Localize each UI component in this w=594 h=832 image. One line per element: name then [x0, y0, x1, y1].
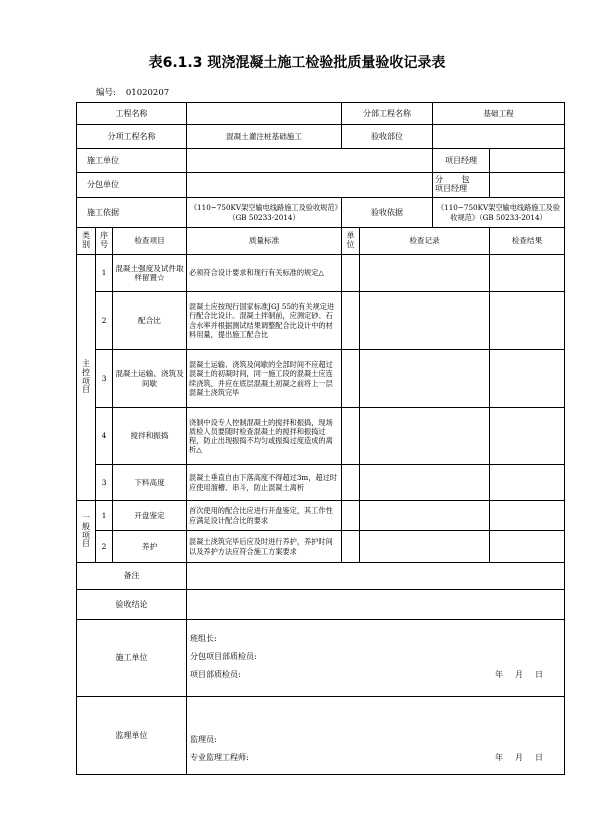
standard-cell: 混凝土运输、浇筑及间歇的全部时间不应超过混凝土的初凝时间，同一施工段的混凝土应连续浇筑，并应在底层混凝土初凝之前将上一层混凝土浇筑完毕: [187, 350, 342, 408]
item-cell: 混凝土运输、浇筑及间歇: [113, 350, 187, 408]
record-cell[interactable]: [360, 531, 490, 563]
engineer-line: [190, 749, 561, 767]
code-value: 01020207: [125, 88, 170, 98]
construction-signature-row: [77, 620, 565, 697]
supervision-date: 年 月 日: [495, 753, 544, 762]
acceptance-part-label: 验收部位: [342, 125, 433, 149]
engineer-label: 专业监理工程师:: [190, 753, 249, 762]
subitem-field[interactable]: 混凝土灌注桩基础施工: [187, 125, 342, 149]
table-row: [77, 501, 565, 531]
acceptance-basis-label: 验收依据: [342, 198, 433, 228]
remarks-row: [77, 563, 565, 590]
standard-cell: 浇制中设专人控制混凝土的搅拌和振捣，现场质检人员要随时检查混凝土的搅拌和振捣过程，防止出现振捣不均匀或振捣过度造成的离析△: [187, 408, 342, 465]
inspector-label: 项目部质检员:: [190, 670, 241, 679]
sub-inspector-line: 分包项目部质检员:: [190, 652, 257, 661]
sub-pm-field[interactable]: [490, 173, 565, 198]
col-item: 检查项目: [113, 228, 187, 255]
item-cell: 混凝土强度及试件取样留置☆: [113, 255, 187, 292]
conclusion-label: 验收结论: [77, 590, 187, 620]
unit-cell[interactable]: [342, 531, 360, 563]
seq-cell: 1: [96, 255, 113, 292]
result-cell[interactable]: [490, 465, 565, 501]
result-cell[interactable]: [490, 408, 565, 465]
seq-cell: 3: [96, 465, 113, 501]
unit-cell[interactable]: [342, 350, 360, 408]
contractor-label: 施工单位: [77, 149, 187, 173]
table-row: [77, 408, 565, 465]
item-cell: 配合比: [113, 292, 187, 350]
code-label: 编号:: [96, 88, 116, 98]
acceptance-basis-field[interactable]: 《110~750KV架空输电线路施工及验收规范》（GB 50233-2014）: [433, 198, 565, 228]
column-header-row: [77, 228, 565, 255]
unit-cell[interactable]: [342, 292, 360, 350]
seq-cell: 4: [96, 408, 113, 465]
unit-cell[interactable]: [342, 465, 360, 501]
row-subitem: [77, 125, 565, 149]
record-cell[interactable]: [360, 408, 490, 465]
remarks-label: 备注: [77, 563, 187, 590]
supervision-unit-label: 监理单位: [77, 697, 187, 775]
standard-cell: 首次使用的配合比应进行开盘鉴定，其工作性应满足设计配合比的要求: [187, 501, 342, 531]
seq-cell: 3: [96, 350, 113, 408]
item-cell: 养护: [113, 531, 187, 563]
item-cell: 开盘鉴定: [113, 501, 187, 531]
unit-cell[interactable]: [342, 501, 360, 531]
division-label: 分部工程名称: [342, 103, 433, 125]
construction-signature-cell[interactable]: [187, 620, 565, 697]
page-title: 表6.1.3 现浇混凝土施工检验批质量验收记录表: [148, 55, 446, 71]
project-name-label: 工程名称: [77, 103, 187, 125]
supervision-signature-cell[interactable]: [187, 697, 565, 775]
standard-cell: 混凝土应按现行国家标准JGJ 55的有关规定进行配合比设计。混凝土拌制前，应测定砂、石含水率并根据测试结果调整配合比设计中的材料用量，提出施工配合比: [187, 292, 342, 350]
table-row: [77, 292, 565, 350]
acceptance-part-field[interactable]: [433, 125, 565, 149]
basis-field[interactable]: 《110~750KV架空输电线路施工及验收规范》（GB 50233-2014）: [187, 198, 342, 228]
row-basis: [77, 198, 565, 228]
record-cell[interactable]: [360, 255, 490, 292]
contractor-field[interactable]: [187, 149, 433, 173]
main-category-cell: 主控项目: [77, 255, 96, 501]
table-row: [77, 531, 565, 563]
standard-cell: 混凝土浇筑完毕后应及时进行养护，养护时间以及养护方法应符合施工方案要求: [187, 531, 342, 563]
col-seq: 序号: [96, 228, 113, 255]
col-result: 检查结果: [490, 228, 565, 255]
item-cell: 搅拌和振捣: [113, 408, 187, 465]
standard-cell: 必须符合设计要求和现行有关标准的规定△: [187, 255, 342, 292]
record-cell[interactable]: [360, 501, 490, 531]
project-manager-field[interactable]: [490, 149, 565, 173]
table-row: [77, 255, 565, 292]
row-subcontractor: [77, 173, 565, 198]
inspection-table: [76, 102, 565, 775]
col-unit: 单位: [342, 228, 360, 255]
col-category: 类别: [77, 228, 96, 255]
sub-pm-label: [433, 173, 490, 198]
form-code: [96, 86, 169, 98]
sub-pm-label-2: 项目经理: [435, 184, 468, 193]
result-cell[interactable]: [490, 350, 565, 408]
table-row: [77, 350, 565, 408]
subcontractor-field[interactable]: [187, 173, 433, 198]
result-cell[interactable]: [490, 531, 565, 563]
basis-label: 施工依据: [77, 198, 187, 228]
record-cell[interactable]: [360, 292, 490, 350]
unit-cell[interactable]: [342, 408, 360, 465]
conclusion-row: [77, 590, 565, 620]
remarks-field[interactable]: [187, 563, 565, 590]
team-leader-line: 班组长:: [190, 634, 217, 643]
col-standard: 质量标准: [187, 228, 342, 255]
subcontractor-label: 分包单位: [77, 173, 187, 198]
project-name-field[interactable]: [187, 103, 342, 125]
unit-cell[interactable]: [342, 255, 360, 292]
result-cell[interactable]: [490, 255, 565, 292]
inspector-line: [190, 666, 561, 684]
supervisor-line: 监理员:: [190, 735, 217, 744]
project-manager-label: 项目经理: [433, 149, 490, 173]
standard-cell: 混凝土垂直自由下落高度不得超过3m，超过时应使用溜槽、串斗，防止混凝土离析: [187, 465, 342, 501]
sub-pm-label-1: 分 包: [435, 175, 478, 185]
seq-cell: 2: [96, 292, 113, 350]
item-cell: 下料高度: [113, 465, 187, 501]
division-field[interactable]: 基础工程: [433, 103, 565, 125]
seq-cell: 2: [96, 531, 113, 563]
result-cell[interactable]: [490, 501, 565, 531]
seq-cell: 1: [96, 501, 113, 531]
subitem-label: 分项工程名称: [77, 125, 187, 149]
col-record: 检查记录: [360, 228, 490, 255]
row-project: [77, 103, 565, 125]
table-row: [77, 465, 565, 501]
construction-unit-label: 施工单位: [77, 620, 187, 697]
conclusion-field[interactable]: [187, 590, 565, 620]
record-cell[interactable]: [360, 465, 490, 501]
general-category-cell: 一般项目: [77, 501, 96, 563]
supervision-signature-row: [77, 697, 565, 775]
record-cell[interactable]: [360, 350, 490, 408]
construction-date: 年 月 日: [495, 670, 544, 679]
row-contractor: [77, 149, 565, 173]
result-cell[interactable]: [490, 292, 565, 350]
